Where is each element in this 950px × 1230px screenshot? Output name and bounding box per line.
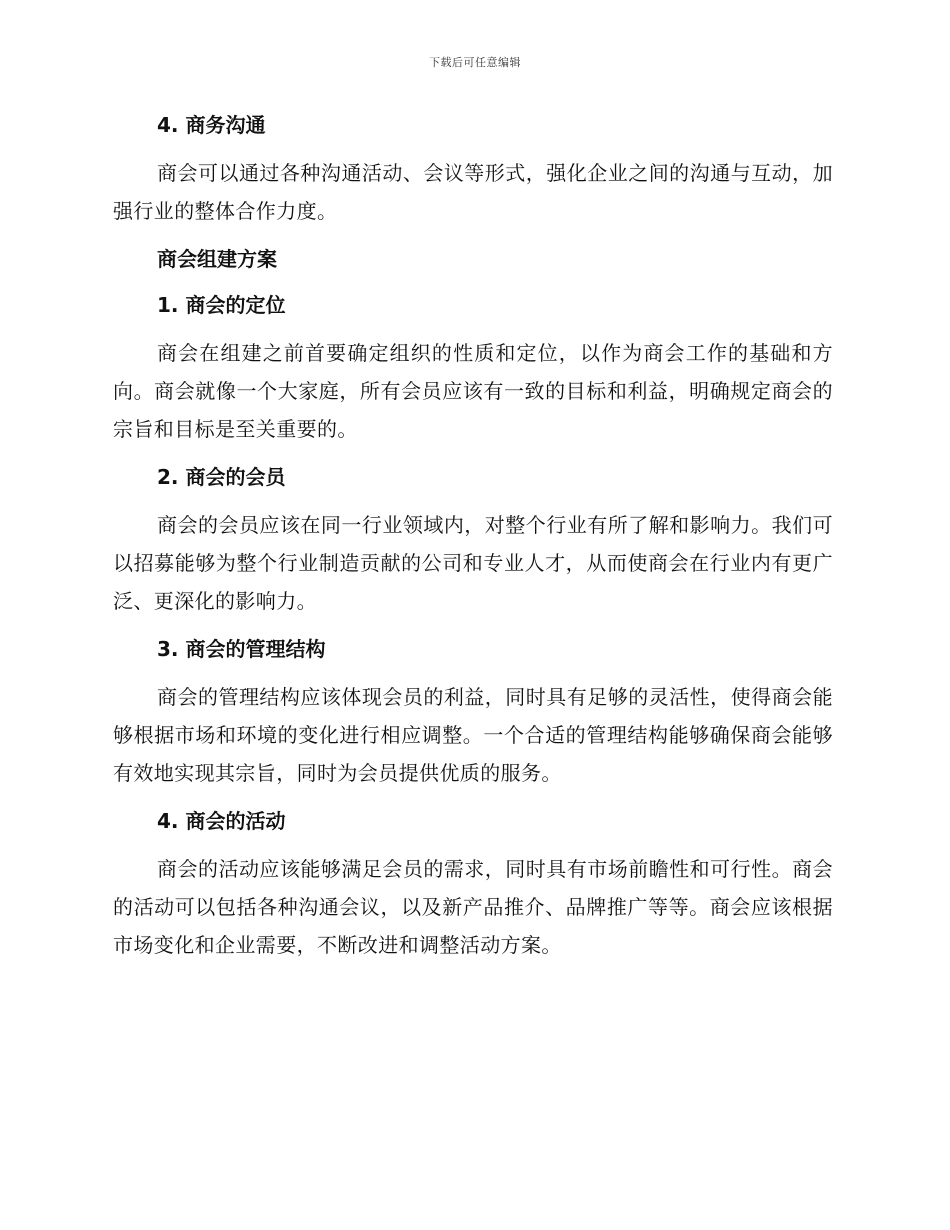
section-heading-management-structure: 3. 商会的管理结构 [157,637,326,661]
section-heading-business-communication: 4. 商务沟通 [157,113,266,137]
section-heading-chamber-plan: 商会组建方案 [157,247,277,271]
paragraph-members: 商会的会员应该在同一行业领域内，对整个行业有所了解和影响力。我们可以招募能够为整个行业制造贡献的公司和专业人才，从而使商会在行业内有更广泛、更深化的影响力。 [113,513,833,613]
paragraph-management-structure: 商会的管理结构应该体现会员的利益，同时具有足够的灵活性，使得商会能够根据市场和环境的变化进行相应调整。一个合适的管理结构能够确保商会能够有效地实现其宗旨，同时为会员提供优质的服务。 [113,685,833,785]
document-body [113,108,833,976]
page-header: 下载后可任意编辑 [429,56,521,69]
section-heading-activities: 4. 商会的活动 [157,809,286,833]
section-heading-positioning: 1. 商会的定位 [157,293,286,317]
paragraph-business-communication: 商会可以通过各种沟通活动、会议等形式，强化企业之间的沟通与互动，加强行业的整体合作力度。 [113,161,833,223]
paragraph-positioning: 商会在组建之前首要确定组织的性质和定位，以作为商会工作的基础和方向。商会就像一个大家庭，所有会员应该有一致的目标和利益，明确规定商会的宗旨和目标是至关重要的。 [113,341,833,441]
paragraph-activities: 商会的活动应该能够满足会员的需求，同时具有市场前瞻性和可行性。商会的活动可以包括各种沟通会议，以及新产品推介、品牌推广等等。商会应该根据市场变化和企业需要，不断改进和调整活动方案。 [113,857,833,957]
section-heading-members: 2. 商会的会员 [157,465,286,489]
